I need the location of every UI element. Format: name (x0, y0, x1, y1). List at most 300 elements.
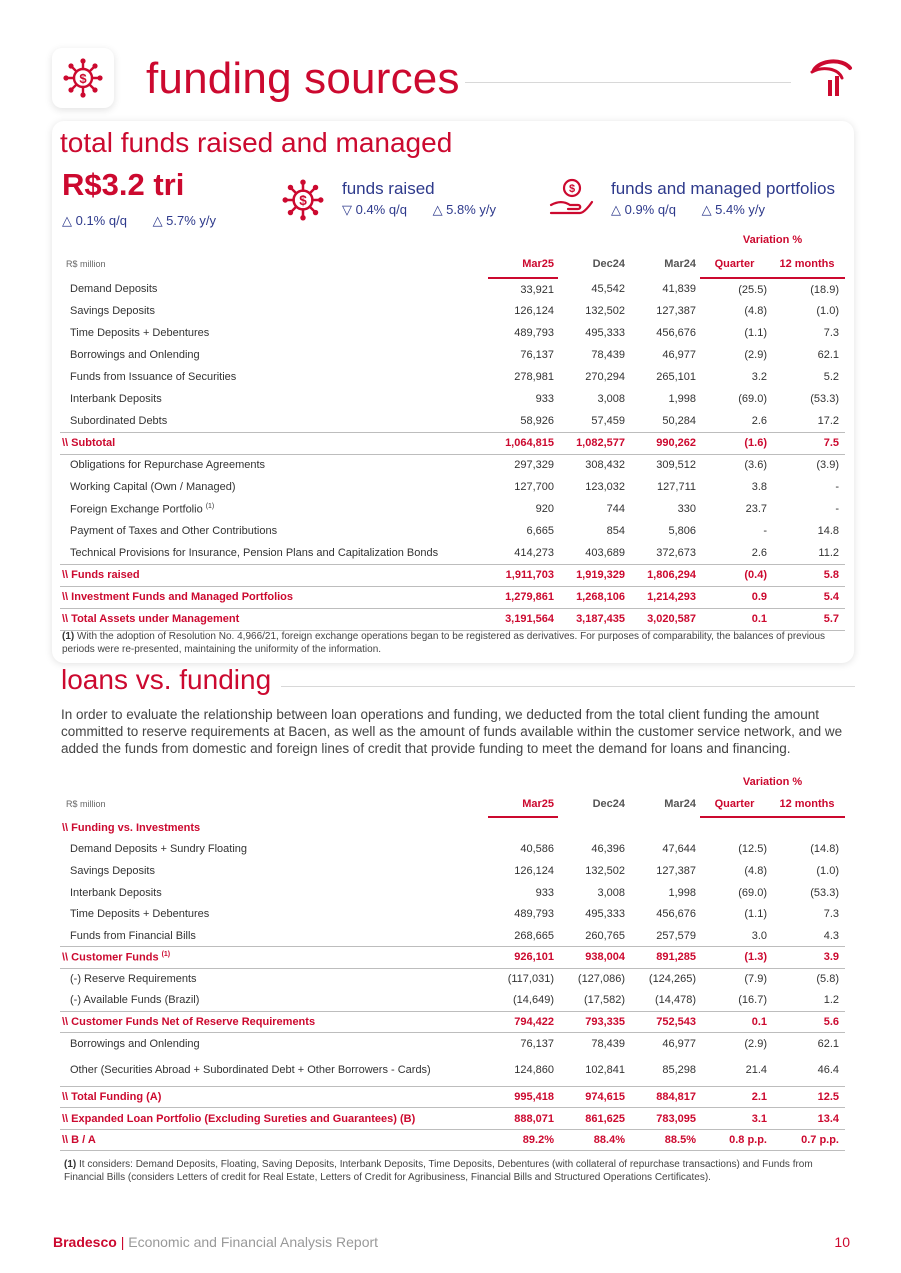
table1-footnote (62, 630, 842, 656)
row-label (60, 1033, 488, 1055)
col-mar24: Mar24 (664, 798, 696, 810)
row-label-text: Funds from Issuance of Securities (70, 371, 237, 383)
cell-mar24: 3,020,587 (629, 608, 700, 630)
cell-mar24: 1,214,293 (629, 586, 700, 608)
total-funds-variation (62, 213, 238, 229)
footnote-ref: (1) (205, 502, 215, 510)
col-mar24: Mar24 (664, 258, 696, 270)
row-label (60, 366, 488, 388)
footnote-text: With the adoption of Resolution No. 4,966/21, foreign exchange operations began to be registered as derivatives. For purposes of comparability, the balances of previous periods were re-presented, maintaining the uniformity of the information. (62, 631, 826, 655)
cell-mar25: 414,273 (514, 546, 554, 559)
cell-dec24: 495,333 (585, 327, 625, 339)
cell-dec24: 3,008 (597, 886, 625, 899)
cell-mar25: 888,071 (488, 1108, 558, 1130)
table-row (60, 498, 845, 520)
row-label (60, 903, 488, 925)
funding-sources-icon-tile (52, 48, 114, 108)
row-label (60, 586, 488, 608)
table-row (60, 366, 845, 388)
total-qq: △ 0.1% q/q (62, 213, 127, 228)
cell-12-months: (14.8) (810, 843, 839, 856)
cell-12-months: 0.7 p.p. (773, 1129, 845, 1151)
cell-dec24: 123,032 (585, 481, 625, 493)
table2-footnote (64, 1158, 854, 1184)
section-paragraph: In order to evaluate the relationship between loan operations and funding, we deducted from the total client funding the amount committed to reserve requirements at Bacen, as well as the amount of funds available within the customer service network, and we added the funds from domestic and foreign lines of credit that provide funding to meet the demand for loans and financing. (61, 707, 843, 756)
row-label-text: Foreign Exchange Portfolio (70, 503, 203, 516)
row-label-text: Borrowings and Onlending (70, 1037, 200, 1050)
cell-quarter: 2.6 (751, 414, 767, 427)
funds-raised-table (60, 230, 845, 631)
cell-mar24: 46,977 (662, 1037, 696, 1050)
cell-mar25: 489,793 (514, 908, 554, 921)
cell-dec24: 403,689 (585, 546, 625, 559)
cell-quarter: (2.9) (744, 349, 767, 361)
col-quarter: Quarter (700, 250, 773, 278)
row-label-text: \\ Customer Funds (62, 951, 159, 964)
cell-mar24: 88.5% (629, 1129, 700, 1151)
table-row (60, 947, 845, 969)
row-label-text: Working Capital (Own / Managed) (70, 481, 236, 493)
cell-12-months: 5.2 (823, 371, 839, 383)
row-label (60, 968, 488, 990)
cell-quarter: (16.7) (738, 994, 767, 1007)
col-12months: 12 months (773, 791, 845, 817)
cell-dec24: 78,439 (591, 1037, 625, 1050)
cell-dec24: 132,502 (585, 305, 625, 317)
cell-12-months: (5.8) (816, 973, 839, 986)
row-label-text: (-) Reserve Requirements (70, 973, 197, 986)
cell-dec24: 270,294 (585, 371, 625, 383)
cell-dec24: (17,582) (584, 994, 625, 1007)
cell-quarter: 2.6 (751, 546, 767, 559)
cell-quarter: 0.8 p.p. (700, 1129, 773, 1151)
cell-mar25: 1,279,861 (488, 586, 558, 608)
cell-12-months: (1.0) (816, 305, 839, 317)
row-label-text: Time Deposits + Debentures (70, 908, 210, 921)
table-row (60, 925, 845, 947)
col-quarter: Quarter (700, 791, 773, 817)
cell-12-months: (3.9) (816, 459, 839, 472)
table-row (60, 1011, 845, 1033)
row-label (60, 1055, 488, 1087)
cell-mar25: 1,911,703 (488, 564, 558, 586)
row-label-text: Funds from Financial Bills (70, 929, 196, 942)
page-number: 10 (834, 1234, 850, 1250)
row-label (60, 410, 488, 432)
cell-dec24: 3,187,435 (558, 608, 629, 630)
cell-mar24: 50,284 (662, 414, 696, 427)
row-label (60, 498, 488, 520)
cell-mar25: 89.2% (488, 1129, 558, 1151)
cell-mar25: 920 (535, 503, 554, 515)
row-label (60, 947, 488, 969)
cell-12-months: 14.8 (817, 525, 839, 537)
cell-mar24: 309,512 (656, 459, 696, 472)
cell-quarter: (25.5) (738, 283, 767, 296)
cell-mar24: 257,579 (656, 929, 696, 942)
cell-dec24: 46,396 (591, 843, 625, 856)
cell-quarter: 3.0 (751, 929, 767, 942)
cell-mar25: 58,926 (520, 414, 554, 427)
cell-dec24: 260,765 (585, 929, 625, 942)
row-label (60, 344, 488, 366)
cell-12-months: 62.1 (817, 349, 839, 361)
row-label-text: Demand Deposits + Sundry Floating (70, 843, 248, 856)
funds-raised-label: funds raised (342, 179, 435, 198)
cell-mar25: 6,665 (526, 525, 554, 537)
cell-12-months: 11.2 (818, 546, 839, 559)
row-label (60, 520, 488, 542)
row-label-text: Interbank Deposits (70, 393, 162, 405)
cell-12-months (773, 817, 845, 839)
row-label (60, 564, 488, 586)
row-label (60, 476, 488, 498)
footnote-ref: (1) (161, 951, 171, 959)
row-label (60, 300, 488, 322)
cell-dec24 (558, 817, 629, 839)
row-label-text: Time Deposits + Debentures (70, 327, 210, 339)
cell-mar24: 330 (677, 503, 696, 515)
cell-mar25: 124,860 (514, 1064, 554, 1077)
cell-dec24: 974,615 (558, 1086, 629, 1108)
row-label (60, 1108, 488, 1130)
col-dec24: Dec24 (592, 798, 625, 810)
section-divider (281, 686, 855, 687)
cell-mar24: 456,676 (656, 327, 696, 339)
page-title: funding sources (146, 54, 460, 103)
cell-dec24: 938,004 (558, 947, 629, 969)
managed-portfolios-label: funds and managed portfolios (611, 179, 835, 198)
table-row (60, 278, 845, 300)
cell-quarter: 3.2 (751, 371, 767, 383)
cell-mar24: 85,298 (662, 1064, 696, 1077)
cell-mar24: 46,977 (662, 349, 696, 361)
row-label-text: \\ Total Funding (A) (62, 1090, 162, 1103)
table-row (60, 564, 845, 586)
cell-dec24: 1,268,106 (558, 586, 629, 608)
cell-12-months: 4.3 (823, 929, 839, 942)
cell-mar24 (629, 817, 700, 839)
table-row (60, 1129, 845, 1151)
cell-dec24: 57,459 (591, 414, 625, 427)
row-label-text: \\ Subtotal (62, 437, 116, 449)
cell-dec24: (127,086) (577, 973, 625, 986)
footnote-mark: (1) (62, 631, 75, 642)
cell-quarter: (4.8) (744, 305, 767, 317)
cell-12-months: 5.8 (773, 564, 845, 586)
row-label (60, 608, 488, 630)
footnote-mark: (1) (64, 1159, 77, 1170)
row-label (60, 1129, 488, 1151)
cell-mar24: 47,644 (662, 843, 696, 856)
cell-mar25: 76,137 (520, 349, 554, 361)
table-row (60, 1086, 845, 1108)
cell-dec24: 854 (606, 525, 625, 537)
cell-quarter: (4.8) (744, 864, 767, 877)
cell-12-months: - (835, 481, 839, 493)
cell-quarter: (7.9) (744, 973, 767, 986)
footnote-text: It considers: Demand Deposits, Floating, Saving Deposits, Interbank Deposits, Time Deposits, Debentures (with collateral of repurchase transactions) and Funds from Financial Bills (considers Letters of credit for Real Estate, Letters of Credit for Agribusiness, Financial Bills and Structured Operations Certificates). (64, 1159, 813, 1183)
cell-dec24: 3,008 (597, 393, 625, 405)
row-label-text: Savings Deposits (70, 305, 155, 317)
svg-text:$: $ (568, 183, 576, 195)
cell-dec24: 45,542 (591, 283, 625, 295)
cell-12-months: 12.5 (773, 1086, 845, 1108)
cell-mar25: 995,418 (488, 1086, 558, 1108)
cell-12-months: (1.0) (816, 864, 839, 877)
cell-12-months: 5.6 (773, 1011, 845, 1033)
cell-quarter: 0.1 (700, 608, 773, 630)
col-12months: 12 months (773, 250, 845, 278)
cell-dec24: 1,082,577 (558, 432, 629, 454)
cell-quarter: (69.0) (738, 886, 767, 899)
row-label-text: Other (Securities Abroad + Subordinated Debt + Other Borrowers - Cards) (70, 1064, 431, 1077)
cell-mar24: 884,817 (629, 1086, 700, 1108)
cell-quarter: 2.1 (700, 1086, 773, 1108)
cell-mar24: 891,285 (629, 947, 700, 969)
cell-12-months: 1.2 (823, 994, 839, 1007)
row-label-text: \\ Total Assets under Management (62, 613, 240, 625)
table-row (60, 300, 845, 322)
cell-mar25: (14,649) (513, 994, 554, 1007)
cell-mar24: 1,998 (668, 886, 696, 899)
table-row (60, 968, 845, 990)
table-row (60, 476, 845, 498)
cell-quarter: 0.9 (700, 586, 773, 608)
row-label-text: \\ Expanded Loan Portfolio (Excluding Sureties and Guarantees) (B) (62, 1112, 416, 1125)
row-label-text: \\ Funding vs. Investments (62, 821, 201, 834)
row-label-text: \\ Investment Funds and Managed Portfolios (62, 591, 294, 603)
footer-brand: Bradesco (53, 1234, 117, 1250)
cell-12-months: 62.1 (817, 1037, 839, 1050)
funds-raised-qq: ▽ 0.4% q/q (342, 202, 407, 217)
cell-dec24: 102,841 (585, 1064, 625, 1077)
table-row (60, 1055, 845, 1087)
cell-quarter (700, 817, 773, 839)
cell-dec24: 1,919,329 (558, 564, 629, 586)
managed-yy: △ 5.4% y/y (701, 202, 766, 217)
col-mar25: Mar25 (488, 250, 558, 278)
cell-mar24: 783,095 (629, 1108, 700, 1130)
cell-mar25: 1,064,815 (488, 432, 558, 454)
cell-mar24: 372,673 (656, 546, 696, 559)
table-row (60, 990, 845, 1012)
row-label (60, 388, 488, 410)
variation-header: Variation % (742, 234, 803, 246)
cell-mar25: 126,124 (514, 864, 554, 877)
cell-mar24: 990,262 (629, 432, 700, 454)
cell-dec24: 744 (606, 503, 625, 515)
row-label (60, 542, 488, 564)
table-row (60, 542, 845, 564)
cell-12-months: 17.2 (817, 414, 839, 427)
cell-12-months: 13.4 (773, 1108, 845, 1130)
footer (53, 1234, 378, 1250)
cell-mar25: 278,981 (514, 371, 554, 383)
cell-mar25: 794,422 (488, 1011, 558, 1033)
cell-quarter: (12.5) (738, 843, 767, 856)
cell-mar24: 752,543 (629, 1011, 700, 1033)
footer-report-name: Economic and Financial Analysis Report (128, 1234, 379, 1250)
cell-12-months: 7.3 (823, 327, 839, 339)
table-row (60, 839, 845, 861)
svg-text:$: $ (299, 193, 307, 209)
cell-quarter: (0.4) (700, 564, 773, 586)
cell-quarter: 3.1 (700, 1108, 773, 1130)
cell-mar25: 76,137 (520, 1037, 554, 1050)
col-dec24: Dec24 (592, 258, 625, 270)
cell-mar25: 297,329 (514, 459, 554, 472)
cell-12-months: 46.4 (817, 1064, 839, 1077)
cell-mar25: 40,586 (520, 843, 554, 856)
cell-mar24: 41,839 (662, 283, 696, 295)
svg-text:$: $ (79, 71, 87, 86)
cell-mar25: 33,921 (520, 283, 554, 296)
row-label (60, 882, 488, 904)
cell-dec24: 88.4% (558, 1129, 629, 1151)
cell-mar25: 933 (535, 393, 554, 405)
row-label (60, 432, 488, 454)
row-label (60, 1086, 488, 1108)
row-label-text: \\ Customer Funds Net of Reserve Requirements (62, 1016, 316, 1029)
col-mar25: Mar25 (488, 791, 558, 817)
cell-mar24: 127,711 (657, 481, 696, 493)
card-title: total funds raised and managed (60, 127, 453, 158)
managed-portfolios-variation (611, 202, 787, 218)
table-row (60, 608, 845, 630)
bradesco-logo-icon (808, 56, 854, 103)
cell-quarter: 23.7 (745, 503, 767, 515)
cell-dec24: 495,333 (585, 908, 625, 921)
table-row (60, 454, 845, 476)
table-row (60, 344, 845, 366)
table-row (60, 903, 845, 925)
row-label-text: \\ Funds raised (62, 569, 140, 581)
cell-quarter: 0.1 (700, 1011, 773, 1033)
cell-mar25: 3,191,564 (488, 608, 558, 630)
cell-12-months: (53.3) (810, 393, 839, 405)
cell-12-months: - (835, 503, 839, 515)
row-label-text: Technical Provisions for Insurance, Pension Plans and Capitalization Bonds (70, 546, 439, 559)
cell-mar25: 268,665 (514, 929, 554, 942)
table-row (60, 520, 845, 542)
funds-raised-variation (342, 202, 518, 218)
table-row (60, 586, 845, 608)
cell-dec24: 132,502 (585, 864, 625, 877)
cell-mar24: 5,806 (668, 525, 696, 537)
row-label (60, 817, 488, 839)
section-title: loans vs. funding (61, 664, 272, 695)
row-label (60, 925, 488, 947)
variation-header: Variation % (742, 776, 803, 788)
table-row (60, 1033, 845, 1055)
cell-12-months: 5.7 (773, 608, 845, 630)
cell-mar24: (14,478) (655, 994, 696, 1007)
cell-quarter: (1.1) (744, 327, 767, 339)
row-label (60, 860, 488, 882)
table-row (60, 432, 845, 454)
unit-label: R$ million (66, 799, 106, 809)
cell-mar24: 127,387 (656, 864, 696, 877)
table-row (60, 410, 845, 432)
cell-dec24: 861,625 (558, 1108, 629, 1130)
cell-quarter: 3.8 (751, 481, 767, 493)
cell-mar25: 489,793 (514, 327, 554, 339)
cell-quarter: (3.6) (744, 459, 767, 472)
cell-dec24: 793,335 (558, 1011, 629, 1033)
cell-dec24: 78,439 (591, 349, 625, 361)
cell-mar24: 127,387 (656, 305, 696, 317)
table-row (60, 882, 845, 904)
funds-raised-yy: △ 5.8% y/y (432, 202, 497, 217)
row-label (60, 1011, 488, 1033)
header-divider (465, 82, 791, 83)
footer-separator: | (120, 1234, 125, 1250)
row-label-text: Subordinated Debts (70, 414, 168, 427)
cell-mar24: 265,101 (656, 371, 696, 383)
hand-money-icon (548, 177, 594, 224)
cell-quarter: 21.4 (745, 1064, 767, 1077)
row-label-text: (-) Available Funds (Brazil) (70, 994, 200, 1007)
row-label-text: Borrowings and Onlending (70, 349, 200, 361)
cell-12-months: 5.4 (773, 586, 845, 608)
network-money-icon (61, 56, 105, 100)
table-row (60, 860, 845, 882)
table-row (60, 1108, 845, 1130)
unit-label: R$ million (66, 259, 106, 269)
total-yy: △ 5.7% y/y (152, 213, 217, 228)
total-funds-value: R$3.2 tri (62, 167, 185, 202)
cell-quarter: (1.6) (700, 432, 773, 454)
row-label (60, 278, 488, 300)
table-row (60, 388, 845, 410)
cell-mar24: (124,265) (648, 973, 696, 986)
cell-quarter: (1.3) (700, 947, 773, 969)
cell-mar24: 1,806,294 (629, 564, 700, 586)
cell-quarter: (2.9) (744, 1037, 767, 1050)
row-label (60, 322, 488, 344)
cell-mar25: 127,700 (514, 481, 554, 493)
managed-qq: △ 0.9% q/q (611, 202, 676, 217)
table-row (60, 322, 845, 344)
cell-12-months: 3.9 (773, 947, 845, 969)
cell-quarter: (1.1) (744, 908, 767, 921)
cell-mar25: 933 (535, 886, 554, 899)
cell-12-months: 7.5 (773, 432, 845, 454)
row-label-text: Payment of Taxes and Other Contributions (70, 525, 278, 537)
cell-dec24: 308,432 (585, 459, 625, 472)
cell-mar25: 926,101 (488, 947, 558, 969)
funds-raised-icon (280, 177, 326, 228)
cell-mar24: 1,998 (668, 393, 696, 405)
cell-mar25 (488, 817, 558, 839)
row-label (60, 454, 488, 476)
cell-12-months: (18.9) (810, 283, 839, 296)
row-label-text: Obligations for Repurchase Agreements (70, 459, 266, 472)
cell-mar25: (117,031) (507, 973, 554, 986)
cell-mar24: 456,676 (656, 908, 696, 921)
cell-mar25: 126,124 (514, 305, 554, 317)
loans-vs-funding-table (60, 773, 845, 1151)
cell-quarter: - (763, 525, 767, 537)
row-label-text: Demand Deposits (70, 283, 158, 295)
cell-12-months: (53.3) (810, 886, 839, 899)
row-label (60, 990, 488, 1012)
cell-12-months: 7.3 (823, 908, 839, 921)
row-label (60, 839, 488, 861)
cell-quarter: (69.0) (738, 393, 767, 405)
row-label-text: \\ B / A (62, 1134, 96, 1147)
